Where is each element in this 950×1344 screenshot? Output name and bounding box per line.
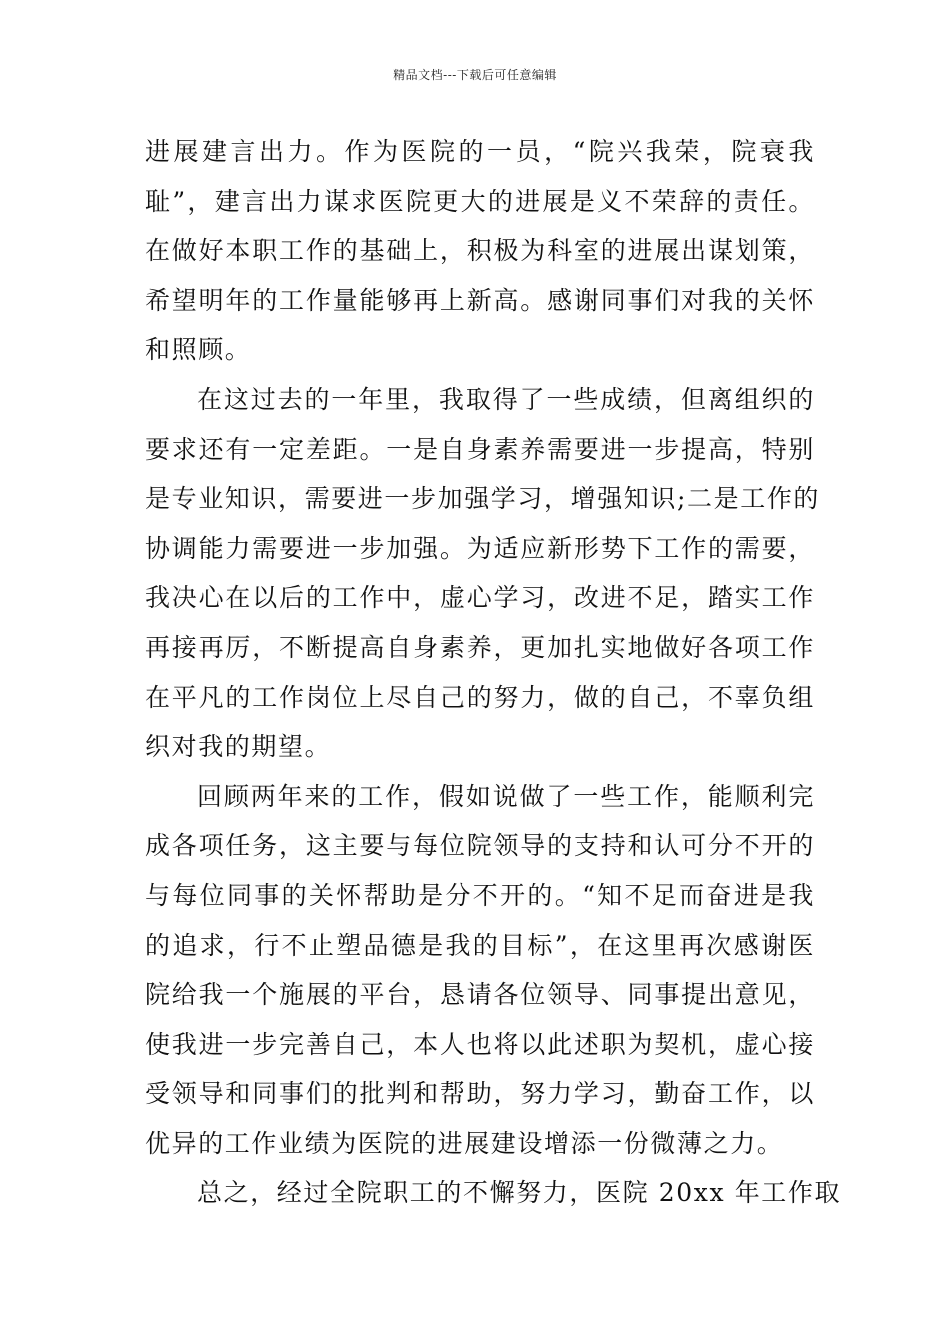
text-line: 优异的工作业绩为医院的进展建设增添一份微薄之力。	[145, 1128, 784, 1158]
text-line: 院给我一个施展的平台，恳请各位领导、同事提出意见，	[145, 980, 815, 1010]
text-line: 协调能力需要进一步加强。为适应新形势下工作的需要，	[145, 533, 815, 563]
text-line: 成各项任务，这主要与每位院领导的支持和认可分不开的	[145, 831, 815, 861]
text-line: 受领导和同事们的批判和帮助，努力学习，勤奋工作，以	[145, 1079, 815, 1109]
text-line: 总之，经过全院职工的不懈努力，医院 20xx 年工作取	[197, 1178, 842, 1208]
text-line: 希望明年的工作量能够再上新高。感谢同事们对我的关怀	[145, 285, 815, 315]
text-line: 我决心在以后的工作中，虚心学习，改进不足，踏实工作	[145, 583, 815, 613]
document-body	[145, 127, 842, 1218]
paragraph	[145, 772, 815, 1169]
text-line: 要求还有一定差距。一是自身素养需要进一步提高，特别	[145, 434, 815, 464]
text-line: 和照顾。	[145, 335, 252, 365]
paragraph	[145, 127, 815, 375]
text-line: 使我进一步完善自己，本人也将以此述职为契机，虚心接	[145, 1029, 815, 1059]
text-line: 进展建言出力。作为医院的一员，“院兴我荣，院衰我	[145, 137, 815, 166]
text-line: 再接再厉，不断提高自身素养，更加扎实地做好各项工作	[145, 632, 815, 662]
text-line: 在平凡的工作岗位上尽自己的努力，做的自己，不辜负组	[145, 682, 815, 712]
text-line: 与每位同事的关怀帮助是分不开的。“知不足而奋进是我	[145, 880, 815, 910]
text-line: 耻”，建言出力谋求医院更大的进展是义不荣辞的责任。	[145, 186, 815, 216]
paragraph	[145, 375, 821, 772]
text-line: 的追求，行不止塑品德是我的目标”，在这里再次感谢医	[145, 930, 815, 960]
text-line: 织对我的期望。	[145, 732, 332, 762]
text-line: 在做好本职工作的基础上，积极为科室的进展出谋划策，	[145, 236, 815, 266]
text-line: 在这过去的一年里，我取得了一些成绩，但离组织的	[197, 384, 815, 414]
page-header: 精品文档---下载后可任意编辑	[393, 68, 557, 82]
text-line: 回顾两年来的工作，假如说做了一些工作，能顺利完	[197, 781, 815, 811]
paragraph	[145, 1168, 842, 1218]
text-line: 是专业知识，需要进一步加强学习，增强知识;二是工作的	[145, 484, 821, 514]
